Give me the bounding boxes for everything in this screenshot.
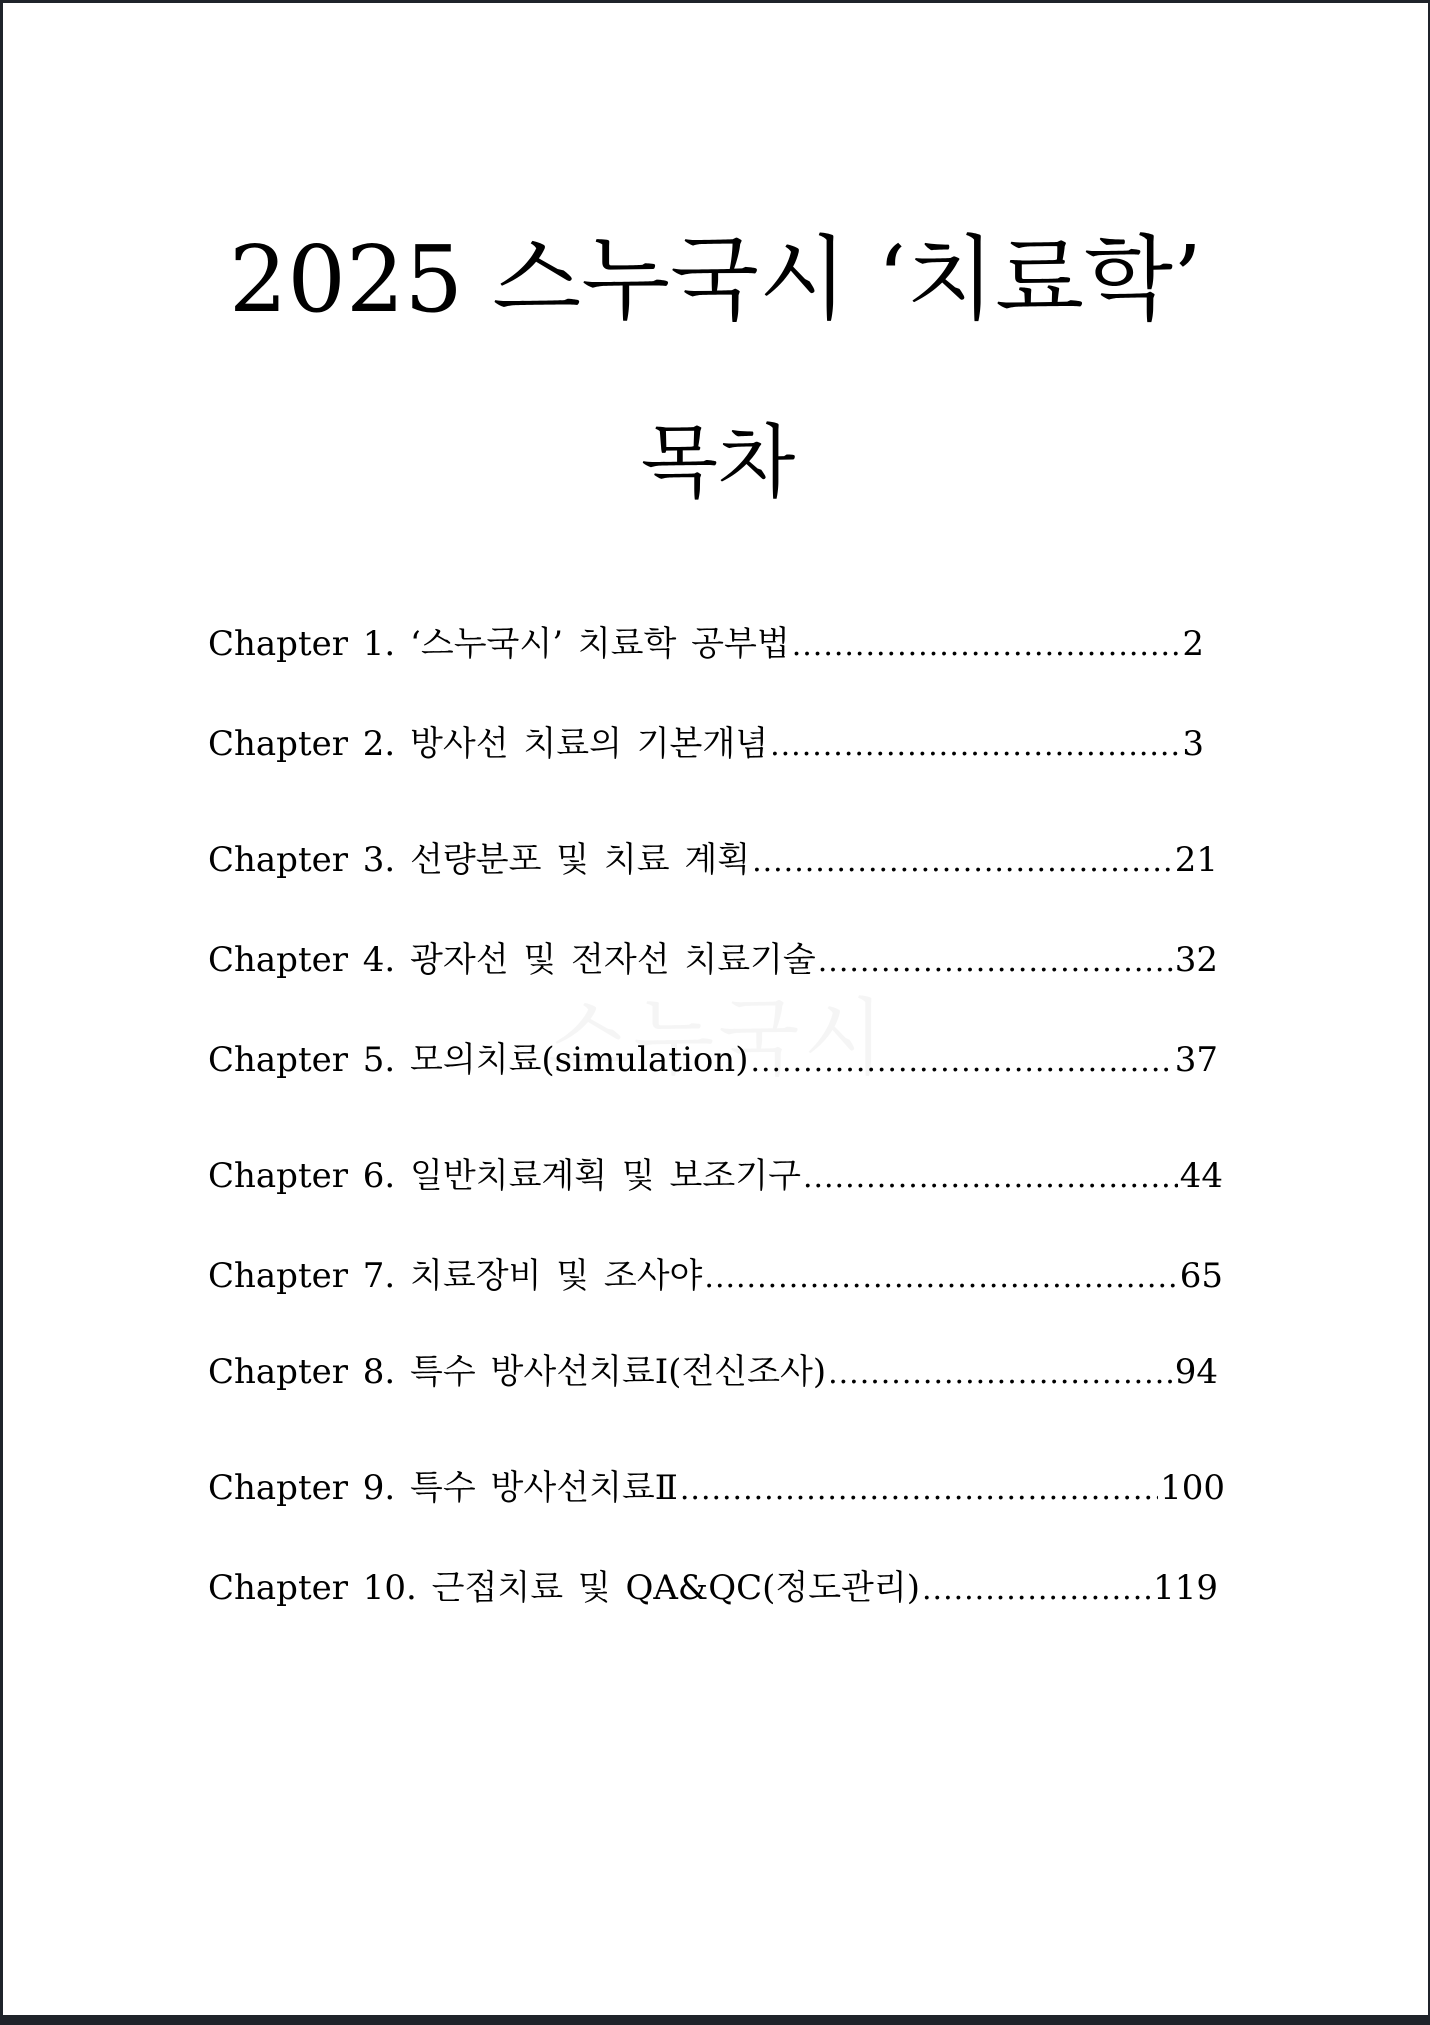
toc-label: Chapter 3. 선량분포 및 치료 계획: [208, 840, 751, 880]
toc-entry-chapter-4: [208, 935, 1218, 985]
toc-entry-chapter-2: [208, 719, 1204, 769]
toc-entry-chapter-3: [208, 835, 1218, 885]
toc-label: Chapter 9. 특수 방사선치료Ⅱ: [208, 1468, 678, 1508]
toc-page-number: 32: [1174, 940, 1218, 980]
toc-entry-chapter-9: [208, 1463, 1225, 1513]
toc-page-number: 3: [1182, 724, 1204, 764]
toc-leader: [818, 937, 1173, 985]
toc-page-number: 94: [1174, 1352, 1218, 1392]
toc-page-number: 44: [1179, 1156, 1223, 1196]
toc-page-number: 37: [1174, 1040, 1218, 1080]
toc-leader: [750, 1037, 1172, 1085]
toc-entry-chapter-7: [208, 1251, 1223, 1301]
document-title: 2025 스누국시 ‘치료학’: [228, 226, 1203, 333]
document-page: [3, 3, 1428, 2015]
toc-label: Chapter 4. 광자선 및 전자선 치료기술: [208, 940, 816, 980]
toc-label: Chapter 2. 방사선 치료의 기본개념: [208, 724, 769, 764]
toc-leader: [803, 1153, 1178, 1201]
toc-leader: [704, 1253, 1177, 1301]
toc-page-number: 2: [1182, 624, 1204, 664]
toc-entry-chapter-8: [208, 1347, 1218, 1397]
toc-leader: [770, 721, 1180, 769]
toc-label: Chapter 5. 모의치료(simulation): [208, 1040, 749, 1080]
toc-page-number: 100: [1160, 1468, 1225, 1508]
toc-page-number: 21: [1174, 840, 1218, 880]
toc-entry-chapter-10: [208, 1563, 1218, 1613]
toc-label: Chapter 1. ‘스누국시’ 치료학 공부법: [208, 624, 790, 664]
toc-entry-chapter-1: [208, 619, 1204, 669]
toc-label: Chapter 6. 일반치료계획 및 보조기구: [208, 1156, 801, 1196]
toc-entry-chapter-6: [208, 1151, 1223, 1201]
toc-leader: [922, 1565, 1151, 1613]
document-subtitle: 목차: [640, 416, 796, 509]
toc-page-number: 65: [1179, 1256, 1223, 1296]
toc-leader: [752, 837, 1173, 885]
toc-label: Chapter 10. 근접치료 및 QA&QC(정도관리): [208, 1568, 920, 1608]
toc-label: Chapter 8. 특수 방사선치료Ⅰ(전신조사): [208, 1352, 827, 1392]
toc-page-number: 119: [1153, 1568, 1218, 1608]
toc-label: Chapter 7. 치료장비 및 조사야: [208, 1256, 703, 1296]
toc-leader: [828, 1349, 1173, 1397]
toc-entry-chapter-5: [208, 1035, 1218, 1085]
toc-leader: [792, 621, 1181, 669]
toc-leader: [680, 1465, 1158, 1513]
